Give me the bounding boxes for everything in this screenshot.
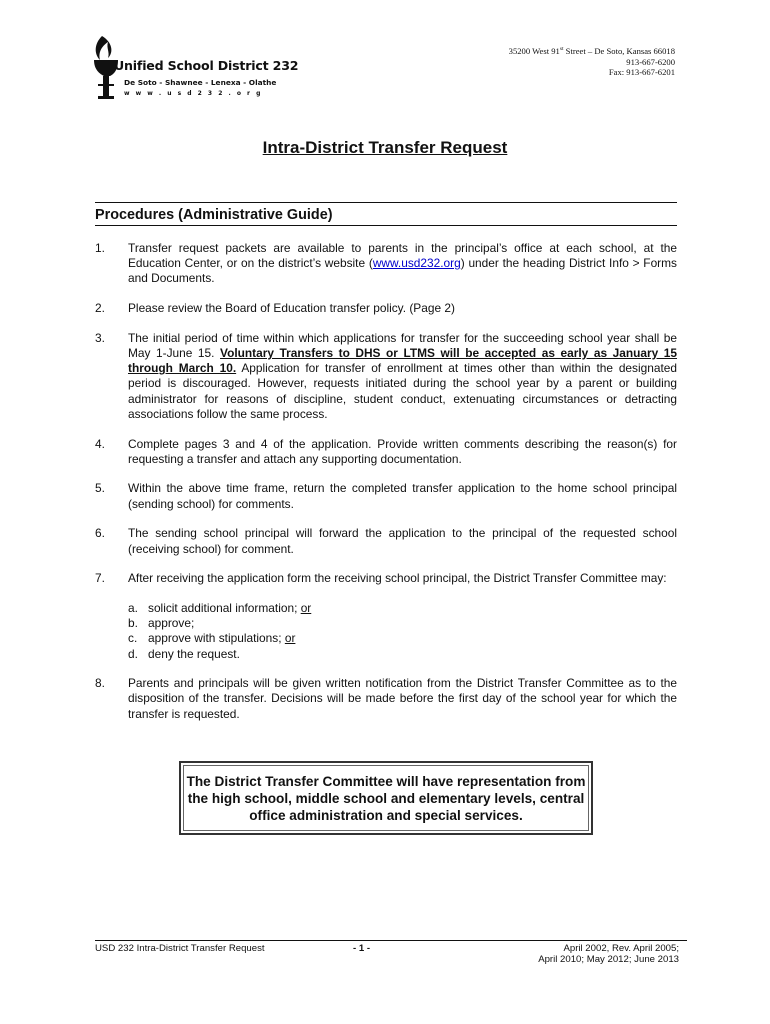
voluntary-transfer-note: Voluntary Transfers to DHS or LTMS will be accepted as early as January 15 through March 10. [128,346,678,376]
list-item [95,437,677,467]
address-fax: Fax: 913-667-6201 [608,67,675,78]
logo-website: w w w . u s d 2 3 2 . o r g [124,90,263,97]
procedure-list [95,241,677,736]
item-number: 6. [95,526,105,541]
list-item [95,331,677,422]
item-text: After receiving the application form the receiving school principal, the District Transfer Committee may: a. solicit additional information; or b. approve; c. approve with stipulations; or d. deny the request. [128,571,677,662]
item-number: 4. [95,436,105,451]
item-number: 8. [95,676,105,691]
list-item [95,301,677,316]
committee-note-text: The District Transfer Committee will have representation from the high school, middle school and elementary levels, central office administration and special services. [186,773,586,823]
address-street: 35200 West 91st Street – De Soto, Kansas 66018 [508,46,675,56]
item-text: The sending school principal will forward the application to the principal of the requested school (receiving school) for comment. [128,526,677,556]
page-title: Intra-District Transfer Request [262,138,508,157]
sub-list-item: d. deny the request. [128,646,240,661]
item-number: 2. [95,301,105,316]
item-text: Transfer request packets are available to parents in the principal’s office at each school, at the Education Center, or on the district’s website (www.usd232.org) under the heading District Info > Forms and Documents. [128,241,677,286]
item-number: 3. [95,330,105,345]
page-footer [95,940,687,966]
logo-district-name: Unified School District 232 [114,58,299,73]
section-heading: Procedures (Administrative Guide) [95,202,677,226]
committee-options-list [128,601,677,662]
item-text: The initial period of time within which applications for transfer for the succeeding school year shall be May 1-June 15. Voluntary Transfers to DHS or LTMS will be accepted as early as January 15 through March 10. Application for transfer of enrollment at times other than within the designated period is discouraged. However, requests initiated during the school year by a parent or building administrator for reasons of discipline, student conduct, extenuating circumstances or detracting associations follow the same process. [128,330,678,421]
logo-cities: De Soto - Shawnee - Lenexa - Olathe [124,78,277,87]
list-item [95,526,677,556]
sub-list-item: b. approve; [128,616,195,631]
item-number: 5. [95,481,105,496]
item-text: Parents and principals will be given written notification from the District Transfer Committee as to the disposition of the transfer. Decisions will be made before the first day of the school year for which the transfer is requested. [128,676,677,721]
item-number: 1. [95,241,105,255]
district-address [509,46,675,78]
list-item [95,241,677,287]
list-item [95,571,677,662]
item-text: Please review the Board of Education transfer policy. (Page 2) [128,301,455,316]
footer-revision-dates: April 2002, Rev. April 2005; April 2010; May 2012; June 2013 [538,943,679,966]
district-logo [88,34,299,108]
footer-doc-name: USD 232 Intra-District Transfer Request [95,943,265,954]
list-item [95,481,677,511]
committee-note-box [179,761,593,835]
item-number: 7. [95,571,105,586]
address-phone: 913-667-6200 [626,56,675,67]
sub-list-item: c. approve with stipulations; or [128,631,296,646]
list-item [95,676,677,722]
item-text: Within the above time frame, return the completed transfer application to the home school principal (sending school) for comments. [128,481,677,511]
sub-list-item: a. solicit additional information; or [128,600,312,615]
item-text: Complete pages 3 and 4 of the application. Provide written comments describing the reason(s) for requesting a transfer and attach any supporting documentation. [128,436,677,466]
website-link[interactable]: www.usd232.org [372,256,461,271]
page-number: - 1 - [353,943,371,954]
